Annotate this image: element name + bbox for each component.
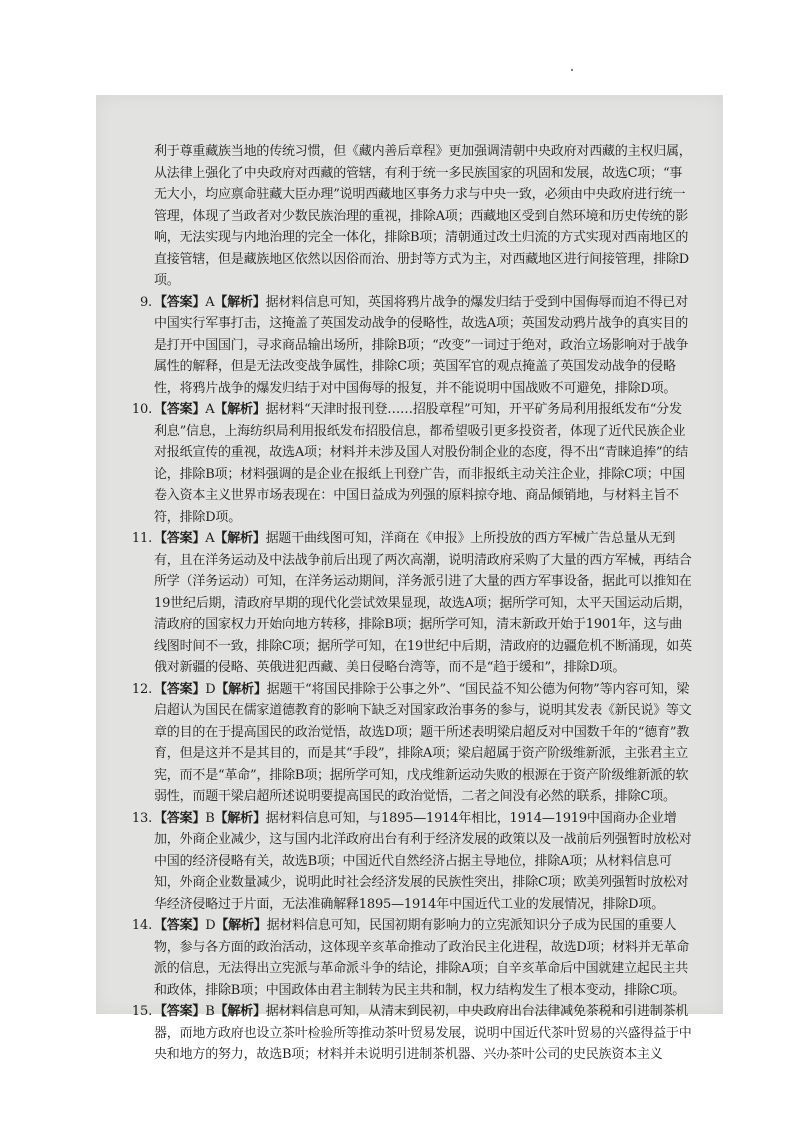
analysis-tag: 【解析】	[214, 810, 266, 826]
analysis-text: 据题干“将国民排除于公事之外”、“国民益不知公德为何物”等内容可知，梁启超认为国民在儒家道德教育的影响下缺乏对国家政治事务的参与，说明其发表《新民说》等文章的目的在于提高国民的政治觉悟，故选D项；题干所述表明梁启超反对中国数千年的“德育”教育，但是这并不是其目的，而是其“手段”，排除A项；梁启超属于资产阶级维新派，主张君主立宪，而不是“革命”，排除B项；据所学可知，戊戌维新运动失败的根源在于资产阶级维新派的软弱性，而题干梁启超所述说明要提高国民的政治觉悟，二者之间没有必然的联系，排除C项。	[154, 681, 692, 804]
answer-tag: 【答案】	[154, 681, 206, 697]
answer-letter: A	[205, 402, 215, 417]
question-number: 15.	[131, 1004, 152, 1019]
answer-tag: 【答案】	[154, 810, 206, 826]
analysis-tag: 【解析】	[214, 1004, 266, 1019]
answer-tag: 【答案】	[154, 531, 206, 546]
analysis-text: 据题干曲线图可知，洋商在《申报》上所投放的西方军械广告总量从无到有，且在洋务运动及中法战争前后出现了两次高潮，说明清政府采购了大量的西方军械，再结合所学（洋务运动）可知，在洋务运动期间，洋务派引进了大量的西方军事设备，据此可以推知在19世纪后期，清政府早期的现代化尝试效果显现，故选A项；据所学可知，太平天国运动后期，清政府的国家权力开始向地方转移，排除B项；据所学可知，清末新政开始于1901年，这与曲线图时间不一致，排除C项；据所学可知，在19世纪中后期，清政府的边疆危机不断涌现，如英俄对新疆的侵略、英俄进犯西藏、美日侵略台湾等，而不是“趋于缓和”，排除D项。	[154, 531, 692, 675]
continuation-paragraph: 利于尊重藏族当地的传统习惯，但《藏内善后章程》更加强调清朝中央政府对西藏的主权归属，从法律上强化了中央政府对西藏的管辖，有利于统一多民族国家的巩固和发展，故选C项；“事无大小，均应禀命驻藏大臣办理”说明西藏地区事务力求与中央一致，必须由中央政府进行统一管理，体现了当政者对少数民族治理的重视，排除A项；西藏地区受到自然环境和历史传统的影响，无法实现与内地治理的完全一体化，排除B项；清朝通过改土归流的方式实现对西南地区的直接管辖，但是藏族地区依然以因俗而治、册封等方式为主，对西藏地区进行间接管理，排除D项。	[154, 144, 692, 288]
list-item	[118, 528, 693, 679]
answer-letter: D	[205, 681, 216, 697]
list-item	[118, 1001, 693, 1066]
list-item	[118, 292, 693, 400]
analysis-text: 据材料“天津时报刊登……招股章程”可知，开平矿务局利用报纸发布“分发利息”信息，上海纺织局利用报纸发布招股信息，都希望吸引更多投资者，体现了近代民族企业对报纸宣传的重视，故选A项；材料并未涉及国人对股份制企业的态度，得不出“青睐追捧”的结论，排除B项；材料强调的是企业在报纸上刊登广告，而非报纸主动关注企业，排除C项；中国卷入资本主义世界市场表现在：中国日益成为列强的原料掠夺地、商品倾销地，与材料主旨不符，排除D项。	[154, 402, 689, 525]
answer-tag: 【答案】	[154, 1004, 206, 1019]
answer-letter: A	[205, 531, 215, 546]
analysis-tag: 【解析】	[214, 531, 266, 546]
analysis-text: 据材料信息可知，与1895—1914年相比，1914—1919中国商办企业增加，外商企业减少，这与国内北洋政府出台有利于经济发展的政策以及一战前后列强暂时放松对中国的经济侵略有关，故选B项；中国近代自然经济占据主导地位，排除A项；从材料信息可知，外商企业数量减少，说明此时社会经济发展的民族性突出，排除C项；欧美列强暂时放松对华经济侵略过于片面，无法准确解释1895—1914年中国近代工业的发展情况，排除D项。	[154, 810, 692, 912]
analysis-text: 据材料信息可知，从清末到民初，中央政府出台法律减免茶税和引进制茶机器，而地方政府也设立茶叶检验所等推动茶叶贸易发展，说明中国近代茶叶贸易的兴盛得益于中央和地方的努力，故选B项；材料并未说明引进制茶机器、兴办茶叶公司的史民族资本主义	[154, 1004, 692, 1062]
analysis-text: 据材料信息可知，英国将鸦片战争的爆发归结于受到中国侮辱而迫不得已对中国实行军事打击，这掩盖了英国发动战争的侵略性，故选A项；英国发动鸦片战争的真实目的是打开中国国门，寻求商品输出场所，排除B项；“改变”一词过于绝对，政治立场影响对于战争属性的解释，但是无法改变战争属性，排除C项；英国军官的观点掩盖了英国发动战争的侵略性，将鸦片战争的爆发归结于对中国侮辱的报复，并不能说明中国战败不可避免，排除D项。	[154, 294, 689, 396]
answer-letter: A	[205, 294, 215, 310]
list-item	[118, 399, 693, 528]
answer-letter: B	[205, 1004, 215, 1019]
question-number: 9.	[139, 294, 152, 310]
answer-tag: 【答案】	[154, 294, 206, 310]
analysis-text: 据材料信息可知，民国初期有影响力的立宪派知识分子成为民国的重要人物，参与各方面的政治活动，这体现辛亥革命推动了政治民主化进程，故选D项；材料并无革命派的信息，无法得出立宪派与革命派斗争的结论，排除A项；自辛亥革命后中国就建立起民主共和政体，排除B项；中国政体由君主制转为民主共和制，权力结构发生了根本变动，排除C项。	[154, 918, 690, 998]
question-number: 13.	[131, 810, 152, 826]
list-item	[118, 679, 693, 808]
question-number: 14.	[131, 918, 152, 933]
answer-tag: 【答案】	[154, 402, 206, 417]
analysis-tag: 【解析】	[215, 918, 267, 933]
answer-tag: 【答案】	[154, 918, 206, 933]
question-number: 12.	[131, 681, 152, 697]
list-item	[118, 915, 693, 1001]
continuation-block	[118, 141, 693, 292]
analysis-tag: 【解析】	[214, 294, 266, 310]
analysis-tag: 【解析】	[215, 681, 267, 697]
answer-letter: B	[205, 810, 215, 826]
scanned-page	[96, 95, 723, 1062]
analysis-tag: 【解析】	[214, 402, 266, 417]
answer-analysis-text	[118, 141, 693, 1066]
question-number: 10.	[131, 402, 152, 417]
answer-letter: D	[205, 918, 216, 933]
scan-speck-top	[571, 69, 573, 71]
list-item	[118, 808, 693, 916]
question-number: 11.	[131, 531, 152, 546]
